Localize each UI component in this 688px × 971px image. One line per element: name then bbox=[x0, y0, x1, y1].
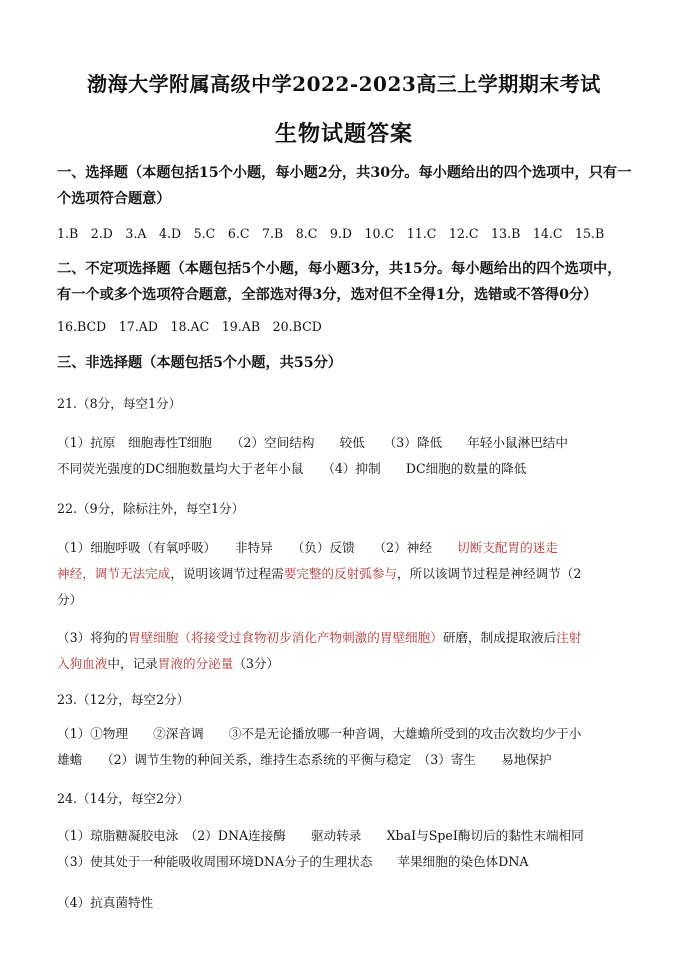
q23-head: 23.（12分，每空2分） bbox=[57, 692, 190, 707]
answer-9: 9.D bbox=[329, 226, 353, 241]
q22-answer-part-2 bbox=[57, 625, 637, 677]
q22-highlight-1b: 切断支配胃的迷走 bbox=[457, 540, 558, 555]
answer-8: 8.C bbox=[295, 226, 318, 241]
q22-text-m1a: （3）将狗的 bbox=[57, 630, 128, 645]
answer-1: 1.B bbox=[57, 226, 79, 241]
section-1-heading bbox=[57, 160, 637, 212]
q22-text-2b: ，说明该调节过程需 bbox=[170, 566, 284, 581]
q21-line-1: （1）抗原 细胞毒性T细胞 （2）空间结构 较低 （3）降低 年轻小鼠淋巴结中 bbox=[57, 435, 568, 450]
q23-line-2: 雄蟾 （2）调节生物的种间关系，维持生态系统的平衡与稳定 （3）寄生 易地保护 bbox=[57, 752, 552, 767]
answer-19: 19.AB bbox=[221, 319, 261, 334]
q23-answer bbox=[57, 721, 637, 773]
answer-18: 18.AC bbox=[170, 319, 210, 334]
q22-text-m2d: （3分） bbox=[233, 656, 280, 671]
q22-line-5 bbox=[57, 651, 637, 677]
answer-10: 10.C bbox=[364, 226, 395, 241]
q24-line-3: （4）抗真菌特性 bbox=[57, 895, 154, 910]
answer-15: 15.B bbox=[575, 226, 605, 241]
q22-line-2 bbox=[57, 561, 637, 587]
page-subtitle: 生物试题答案 bbox=[274, 121, 413, 147]
q22-highlight-m2a: 入狗血液 bbox=[57, 656, 108, 671]
answer-3: 3.A bbox=[125, 226, 147, 241]
answer-6: 6.C bbox=[227, 226, 250, 241]
answer-7: 7.B bbox=[261, 226, 284, 241]
section-1-answers bbox=[57, 221, 637, 247]
q22-text-2d: ，所以该调节过程是神经调节（2 bbox=[397, 566, 582, 581]
q22-highlight-2a: 神经，调节无法完成 bbox=[57, 566, 171, 581]
q22-text-m1c: 研磨，制成提取液后 bbox=[442, 630, 557, 645]
section-3-heading bbox=[57, 350, 637, 376]
answer-20: 20.BCD bbox=[272, 319, 322, 334]
q24-head: 24.（14分，每空2分） bbox=[57, 791, 190, 806]
q23-line-1: （1）①物理 ②深音调 ③不是无论播放哪一种音调，大雄蟾所受到的攻击次数均少于小 bbox=[57, 726, 582, 741]
q22-head: 22.（9分，除标注外，每空1分） bbox=[57, 501, 245, 516]
q22-highlight-m1b: 胃壁细胞（将接受过食物初步消化产物刺激的胃壁细胞） bbox=[127, 630, 443, 645]
q24-line-2: （3）使其处于一种能吸收周围环境DNA分子的生理状态 苹果细胞的染色体DNA bbox=[57, 854, 529, 869]
section-2-heading-line-2: 有一个或多个选项符合题意，全部选对得3分，选对但不全得1分，选错或不答得0分） bbox=[57, 287, 598, 303]
q22-highlight-m1d: 注射 bbox=[556, 630, 582, 645]
section-2-heading bbox=[57, 256, 637, 308]
q22-line-1 bbox=[57, 535, 637, 561]
section-1-heading-line-1: 一、选择题（本题包括15个小题，每小题2分，共30分。每小题给出的四个选项中，只有一 bbox=[57, 165, 632, 181]
section-2-answers bbox=[57, 314, 637, 340]
page-title: 渤海大学附属高级中学2022-2023高三上学期期末考试 bbox=[87, 72, 601, 96]
q21-answer bbox=[57, 430, 637, 482]
q22-text-m2b: 中，记录 bbox=[107, 656, 158, 671]
answer-5: 5.C bbox=[193, 226, 216, 241]
q21-line-2: 不同荧光强度的DC细胞数量均大于老年小鼠 （4）抑制 DC细胞的数量的降低 bbox=[57, 461, 527, 476]
section-3-heading-text: 三、非选择题（本题包括5个小题，共55分） bbox=[57, 355, 342, 371]
section-1-heading-line-2: 个选项符合题意） bbox=[57, 191, 171, 207]
answer-17: 17.AD bbox=[118, 319, 158, 334]
answer-11: 11.C bbox=[406, 226, 437, 241]
q22-highlight-m2c: 胃液的分泌量 bbox=[157, 656, 234, 671]
answer-14: 14.C bbox=[532, 226, 563, 241]
q22-line-3: 分） bbox=[57, 592, 83, 607]
answer-16: 16.BCD bbox=[57, 319, 107, 334]
answer-2: 2.D bbox=[90, 226, 113, 241]
q21-head: 21.（8分，每空1分） bbox=[57, 396, 182, 411]
section-2-heading-line-1: 二、不定项选择题（本题包括5个小题，每小题3分，共15分。每小题给出的四个选项中， bbox=[57, 261, 622, 277]
answer-12: 12.C bbox=[448, 226, 479, 241]
q22-answer-part-1 bbox=[57, 535, 637, 613]
answer-4: 4.D bbox=[159, 226, 182, 241]
q24-answer bbox=[57, 823, 637, 875]
q22-text-1a: （1）细胞呼吸（有氧呼吸） 非特异 （负）反馈 （2）神经 bbox=[57, 540, 458, 555]
q22-highlight-2c: 要完整的反射弧参与 bbox=[283, 566, 398, 581]
answer-13: 13.B bbox=[491, 226, 521, 241]
q22-line-4 bbox=[57, 625, 637, 651]
q24-line-1: （1）琼脂糖凝胶电泳 （2）DNA连接酶 驱动转录 XbaⅠ与SpeⅠ酶切后的黏性末端相同 bbox=[57, 828, 584, 843]
